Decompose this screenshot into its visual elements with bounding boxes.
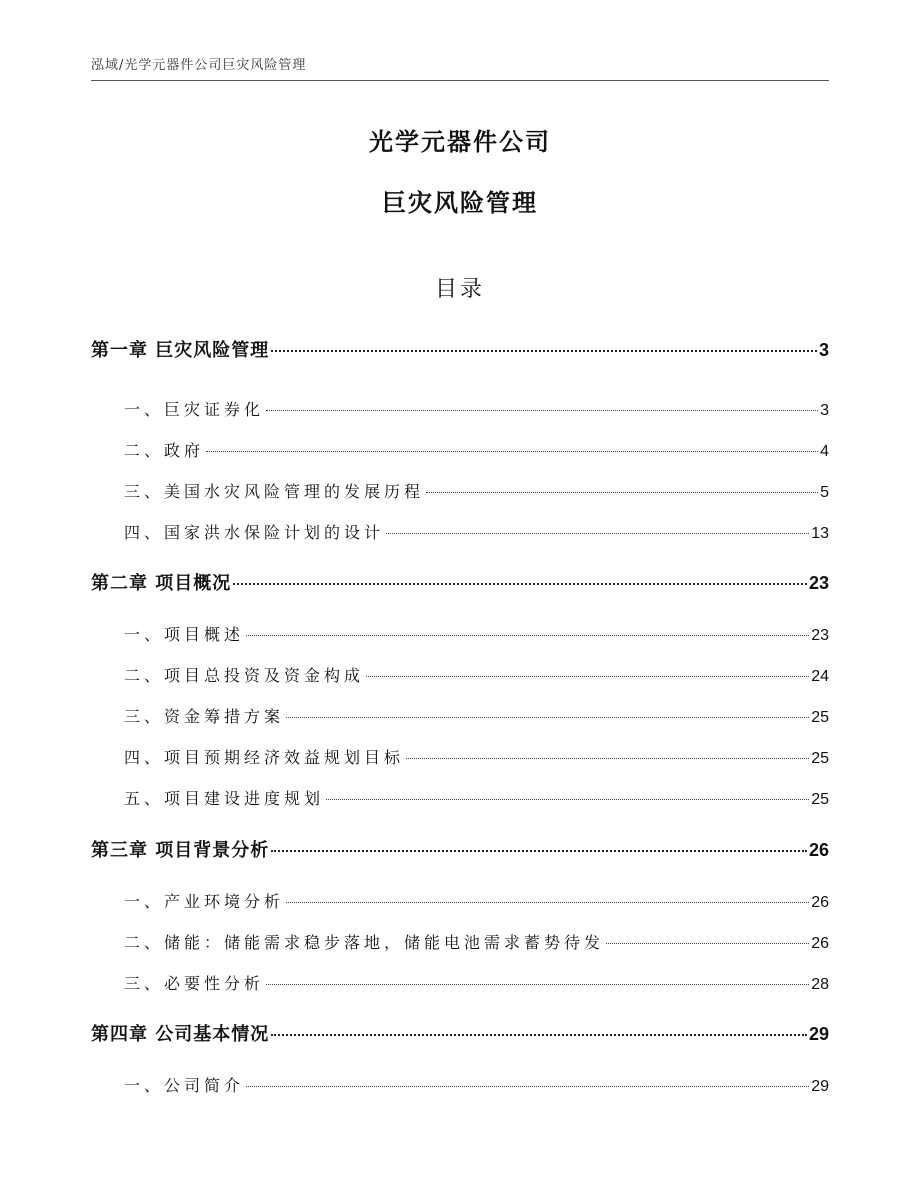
toc-page-number: 4 (820, 443, 829, 460)
toc-page-number: 25 (811, 709, 829, 726)
toc-section-entry[interactable] (91, 520, 829, 544)
toc-entry-title: 储能：储能需求稳步落地，储能电池需求蓄势待发 (164, 933, 605, 952)
toc-section-entry[interactable] (91, 786, 829, 810)
toc-entry-title: 巨灾证券化 (164, 400, 265, 419)
document-title-line2: 巨灾风险管理 (382, 189, 538, 217)
toc-page-number: 13 (811, 525, 829, 542)
toc-entry-title: 项目建设进度规划 (164, 789, 325, 808)
toc-section-entry[interactable] (91, 622, 829, 646)
toc-entry-title: 第四章 公司基本情况 (91, 1024, 270, 1045)
toc-entry-title: 项目概述 (164, 625, 245, 644)
toc-entry-title: 资金筹措方案 (164, 707, 285, 726)
dot-leader (271, 349, 817, 352)
page-header: 泓域/光学元器件公司巨灾风险管理 (91, 54, 829, 81)
toc-entry-title: 必要性分析 (164, 974, 265, 993)
toc-page-number: 25 (811, 791, 829, 808)
toc-page-number: 26 (811, 935, 829, 952)
toc-page-number: 28 (811, 976, 829, 993)
dot-leader (246, 1085, 809, 1087)
toc-section-number: 二、 (124, 441, 165, 460)
toc-entry-title: 产业环境分析 (164, 892, 285, 911)
toc-entry-title: 美国水灾风险管理的发展历程 (164, 482, 425, 501)
toc-section-entry[interactable] (91, 971, 829, 995)
dot-leader (426, 491, 818, 493)
toc-page-number: 3 (818, 340, 829, 360)
toc-chapter-entry[interactable] (91, 1020, 829, 1046)
toc-entry-title: 项目总投资及资金构成 (164, 666, 365, 685)
toc-page-number: 29 (811, 1078, 829, 1095)
toc-section-number: 一、 (124, 625, 165, 644)
toc-page-number: 23 (811, 627, 829, 644)
toc-entry-title: 第二章 项目概况 (91, 573, 232, 594)
toc-section-number: 一、 (124, 892, 165, 911)
toc-section-number: 四、 (124, 748, 165, 767)
dot-leader (271, 849, 807, 852)
toc-section-entry[interactable] (91, 745, 829, 769)
toc-entry-title: 第三章 项目背景分析 (91, 840, 270, 861)
toc-section-number: 一、 (124, 400, 165, 419)
toc-page-number: 24 (811, 668, 829, 685)
toc-section-entry[interactable] (91, 397, 829, 421)
toc-entry-title: 政府 (164, 441, 205, 460)
toc-section-entry[interactable] (91, 1073, 829, 1097)
toc-section-number: 五、 (124, 789, 165, 808)
toc-chapter-entry[interactable] (91, 569, 829, 595)
toc-section-number: 四、 (124, 523, 165, 542)
toc-chapter-entry[interactable] (91, 336, 829, 362)
dot-leader (386, 532, 809, 534)
dot-leader (271, 1033, 807, 1036)
toc-entry-title: 国家洪水保险计划的设计 (164, 523, 385, 542)
dot-leader (606, 942, 809, 944)
toc-section-entry[interactable] (91, 704, 829, 728)
toc-page-number: 5 (820, 484, 829, 501)
toc-page-number: 23 (808, 573, 829, 593)
toc-section-entry[interactable] (91, 889, 829, 913)
toc-page-number: 25 (811, 750, 829, 767)
dot-leader (266, 983, 809, 985)
toc-section-entry[interactable] (91, 479, 829, 503)
toc-section-number: 三、 (124, 482, 165, 501)
toc-entry-title: 第一章 巨灾风险管理 (91, 340, 270, 361)
dot-leader (286, 716, 809, 718)
dot-leader (206, 450, 818, 452)
document-title-line1: 光学元器件公司 (369, 128, 551, 156)
toc-section-number: 三、 (124, 974, 165, 993)
toc-page-number: 26 (811, 894, 829, 911)
toc-page-number: 29 (808, 1024, 829, 1044)
dot-leader (366, 675, 809, 677)
dot-leader (266, 409, 818, 411)
toc-entry-title: 项目预期经济效益规划目标 (164, 748, 405, 767)
toc-section-number: 三、 (124, 707, 165, 726)
toc-page-number: 26 (808, 840, 829, 860)
toc-section-number: 二、 (124, 933, 165, 952)
dot-leader (326, 798, 809, 800)
toc-entry-title: 公司简介 (164, 1076, 245, 1095)
dot-leader (233, 582, 807, 585)
toc-section-number: 一、 (124, 1076, 165, 1095)
toc-section-number: 二、 (124, 666, 165, 685)
toc-page-number: 3 (820, 402, 829, 419)
toc-section-entry[interactable] (91, 438, 829, 462)
toc-section-entry[interactable] (91, 930, 829, 954)
toc-heading: 目录 (434, 277, 485, 302)
dot-leader (406, 757, 809, 759)
toc-section-entry[interactable] (91, 663, 829, 687)
dot-leader (246, 634, 809, 636)
dot-leader (286, 901, 809, 903)
toc-chapter-entry[interactable] (91, 836, 829, 862)
